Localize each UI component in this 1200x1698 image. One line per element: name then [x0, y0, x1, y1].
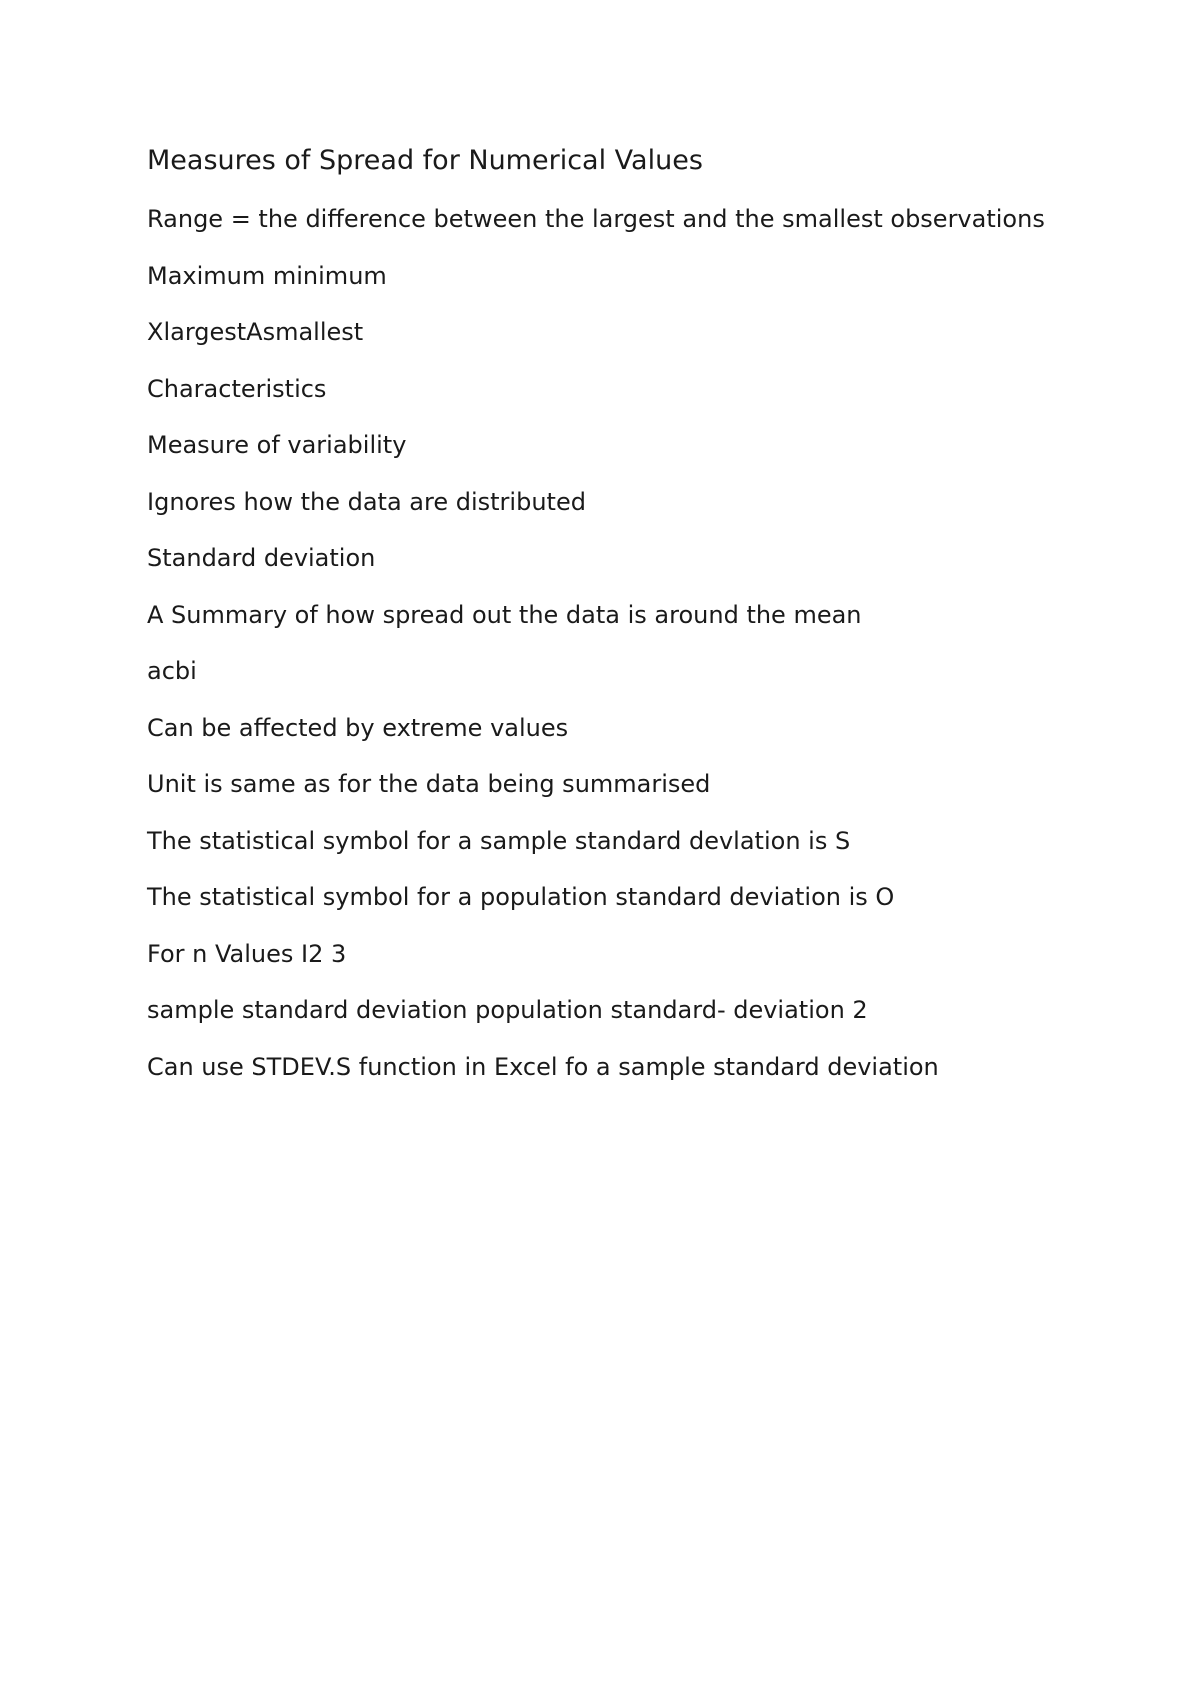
text-line: Measure of variability [147, 431, 407, 459]
text-line: Standard deviation [147, 544, 376, 572]
text-line: Unit is same as for the data being summarised [147, 770, 711, 798]
text-line: For n Values I2 3 [147, 939, 347, 968]
text-line: Can use STDEV.S function in Excel fo a sample standard deviation [147, 1052, 939, 1081]
text-line: acbi [147, 657, 197, 685]
document-body [147, 202, 1045, 1106]
text-line: Can be affected by extreme values [147, 713, 569, 742]
text-line: sample standard deviation population standard- deviation 2 [147, 996, 868, 1024]
text-line: Range = the difference between the largest and the smallest observations [147, 205, 1045, 233]
text-line: Maximum minimum [147, 261, 387, 290]
text-line: XlargestAsmallest [147, 318, 364, 346]
text-line: A Summary of how spread out the data is around the mean [147, 600, 862, 629]
text-line: Ignores how the data are distributed [147, 487, 586, 516]
text-line: The statistical symbol for a sample standard devlation is S [147, 826, 851, 855]
text-line: The statistical symbol for a population standard deviation is O [147, 883, 895, 911]
text-line: Characteristics [147, 374, 327, 403]
document-title: Measures of Spread for Numerical Values [147, 145, 703, 176]
